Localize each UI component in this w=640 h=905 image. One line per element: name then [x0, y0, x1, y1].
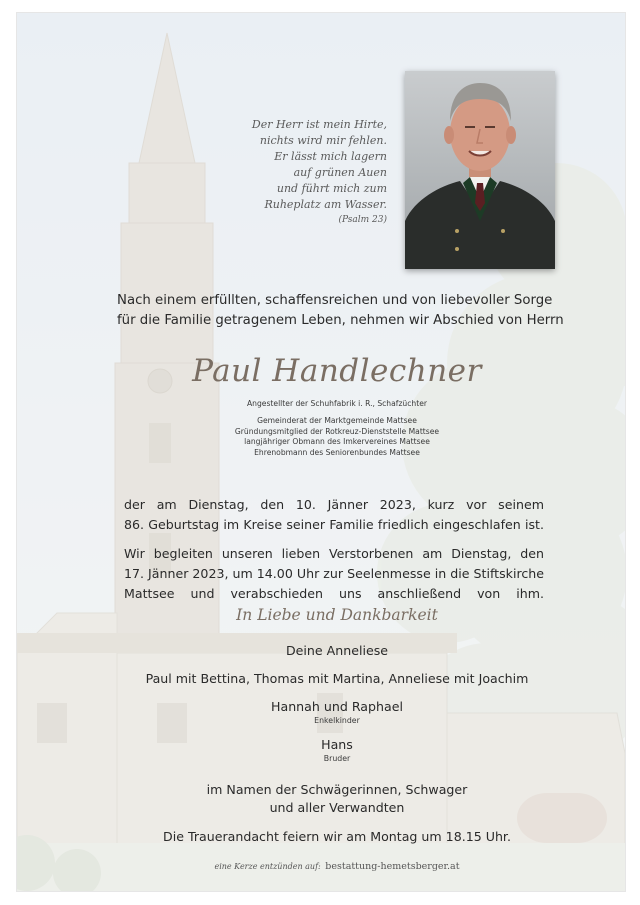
deceased-name: Paul Handlechner: [192, 353, 482, 389]
role-item: Gründungsmitglied der Rotkreuz-Dienststelle Mattsee: [234, 426, 440, 436]
psalm-reference: (Psalm 23): [338, 215, 387, 225]
brother-relation: Bruder: [323, 754, 351, 763]
ceremony-text: [124, 544, 544, 604]
deceased-roles: [167, 416, 507, 458]
death-notice: [124, 495, 544, 535]
family-brother: [77, 736, 597, 764]
death-notice-line: der am Dienstag, den 10. Jänner 2023, kurz vor seinem: [124, 497, 544, 512]
obituary-card: [16, 12, 626, 892]
ceremony-line: Wir begleiten unseren lieben Verstorbenen am Dienstag, den: [124, 546, 544, 561]
grandchildren-names: Hannah und Raphael: [271, 699, 403, 714]
death-notice-line: 86. Geburtstag im Kreise seiner Familie friedlich eingeschlafen ist.: [124, 517, 544, 532]
family-children: [77, 670, 597, 688]
portrait-illustration: [405, 71, 555, 269]
grandchildren-relation: Enkelkinder: [314, 716, 360, 725]
psalm-line: auf grünen Auen: [293, 166, 387, 179]
relatives-line: im Namen der Schwägerinnen, Schwager: [206, 782, 468, 797]
intro-line: Nach einem erfüllten, schaffensreichen und von liebevoller Sorge: [117, 293, 553, 308]
intro-text: [117, 291, 564, 331]
role-item: Ehrenobmann des Seniorenbundes Mattsee: [254, 447, 420, 457]
role-item: langjähriger Obmann des Imkervereines Mattsee: [244, 437, 430, 446]
footer-prefix: eine Kerze entzünden auf:: [214, 862, 321, 871]
vigil-text: Die Trauerandacht feiern wir am Montag um 18.15 Uhr.: [163, 829, 511, 844]
brother-name: Hans: [321, 737, 353, 752]
footer: [77, 861, 597, 872]
role-item: Gemeinderat der Marktgemeinde Mattsee: [257, 416, 417, 425]
portrait-photo: [405, 71, 555, 269]
children-names: Paul mit Bettina, Thomas mit Martina, Anneliese mit Joachim: [145, 671, 529, 686]
psalm-quote: [167, 117, 387, 227]
ceremony-line: Mattsee und verabschieden uns anschließend von ihm.: [124, 586, 544, 601]
footer-website-link[interactable]: bestattung-hemetsberger.at: [325, 861, 460, 872]
psalm-line: Ruheplatz am Wasser.: [264, 198, 387, 211]
wife-name: Deine Anneliese: [285, 643, 389, 658]
closing-phrase: In Liebe und Dankbarkeit: [236, 606, 438, 624]
relatives-line: und aller Verwandten: [269, 800, 405, 815]
deceased-occupation: Angestellter der Schuhfabrik i. R., Schafzüchter: [246, 399, 428, 408]
psalm-line: Er lässt mich lagern: [274, 150, 387, 163]
intro-line: für die Familie getragenem Leben, nehmen wir Abschied von Herrn: [117, 313, 564, 328]
psalm-line: nichts wird mir fehlen.: [259, 134, 387, 147]
family-grandchildren: [77, 698, 597, 726]
psalm-line: und führt mich zum: [276, 182, 387, 195]
family-relatives: [77, 781, 597, 817]
family-wife: [77, 642, 597, 660]
ceremony-line: 17. Jänner 2023, um 14.00 Uhr zur Seelenmesse in die Stiftskirche: [124, 566, 544, 581]
vigil-notice: [77, 828, 597, 846]
psalm-line: Der Herr ist mein Hirte,: [251, 118, 387, 131]
